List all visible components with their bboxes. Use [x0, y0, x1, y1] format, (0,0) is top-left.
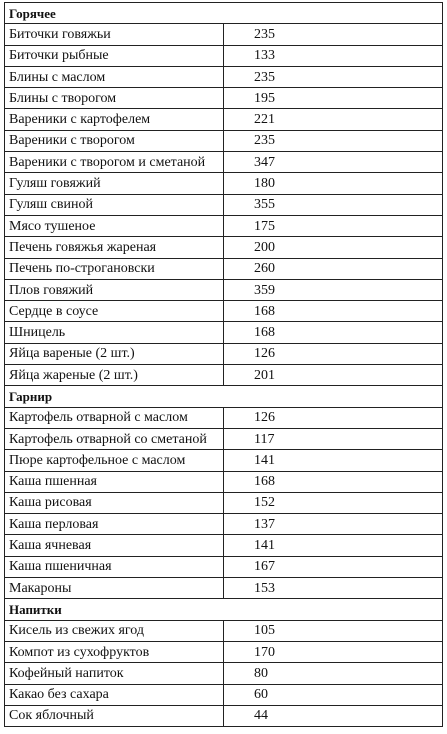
table-row: [5, 641, 443, 662]
table-row: [5, 88, 443, 109]
calorie-value-cell: 347: [224, 152, 443, 173]
table-row: [5, 130, 443, 151]
dish-name-cell: Картофель отварной со сметаной: [5, 428, 224, 449]
table-row: [5, 109, 443, 130]
dish-name-cell: Каша ячневая: [5, 535, 224, 556]
calorie-value-cell: 133: [224, 45, 443, 66]
table-row: [5, 365, 443, 386]
calorie-value-cell: 235: [224, 66, 443, 87]
dish-name-cell: Какао без сахара: [5, 684, 224, 705]
calorie-value-cell: 80: [224, 663, 443, 684]
section-header-row: [5, 386, 443, 407]
table-row: [5, 24, 443, 45]
table-row: [5, 663, 443, 684]
table-row: [5, 215, 443, 236]
dish-name-cell: Каша пшенная: [5, 471, 224, 492]
calorie-value-cell: 201: [224, 365, 443, 386]
table-row: [5, 428, 443, 449]
table-row: [5, 322, 443, 343]
calorie-value-cell: 168: [224, 301, 443, 322]
dish-name-cell: Кофейный напиток: [5, 663, 224, 684]
calorie-value-cell: 235: [224, 24, 443, 45]
table-row: [5, 279, 443, 300]
table-row: [5, 301, 443, 322]
table-row: [5, 45, 443, 66]
dish-name-cell: Гуляш говяжий: [5, 173, 224, 194]
dish-name-cell: Сердце в соусе: [5, 301, 224, 322]
dish-name-cell: Картофель отварной с маслом: [5, 407, 224, 428]
section-header-row: [5, 3, 443, 24]
calorie-value-cell: 153: [224, 578, 443, 599]
section-header-row: [5, 599, 443, 620]
calorie-value-cell: 167: [224, 556, 443, 577]
table-row: [5, 471, 443, 492]
table-row: [5, 578, 443, 599]
calorie-value-cell: 126: [224, 343, 443, 364]
calorie-value-cell: 175: [224, 215, 443, 236]
table-row: [5, 684, 443, 705]
table-row: [5, 173, 443, 194]
dish-name-cell: Макароны: [5, 578, 224, 599]
table-row: [5, 66, 443, 87]
dish-name-cell: Мясо тушеное: [5, 215, 224, 236]
dish-name-cell: Печень говяжья жареная: [5, 237, 224, 258]
dish-name-cell: Гуляш свиной: [5, 194, 224, 215]
dish-name-cell: Каша пшеничная: [5, 556, 224, 577]
calorie-value-cell: 200: [224, 237, 443, 258]
table-row: [5, 194, 443, 215]
table-row: [5, 620, 443, 641]
calorie-value-cell: 137: [224, 514, 443, 535]
calorie-value-cell: 168: [224, 322, 443, 343]
table-row: [5, 258, 443, 279]
calorie-value-cell: 235: [224, 130, 443, 151]
table-body: [5, 3, 443, 727]
calorie-value-cell: 260: [224, 258, 443, 279]
dish-name-cell: Яйца вареные (2 шт.): [5, 343, 224, 364]
table-row: [5, 492, 443, 513]
dish-name-cell: Печень по-строгановски: [5, 258, 224, 279]
dish-name-cell: Компот из сухофруктов: [5, 641, 224, 662]
section-title: Горячее: [5, 3, 443, 24]
calorie-value-cell: 126: [224, 407, 443, 428]
dish-name-cell: Сок яблочный: [5, 705, 224, 726]
table-row: [5, 237, 443, 258]
calorie-value-cell: 170: [224, 641, 443, 662]
dish-name-cell: Пюре картофельное с маслом: [5, 450, 224, 471]
table-row: [5, 407, 443, 428]
dish-name-cell: Яйца жареные (2 шт.): [5, 365, 224, 386]
dish-name-cell: Кисель из свежих ягод: [5, 620, 224, 641]
calorie-value-cell: 195: [224, 88, 443, 109]
dish-name-cell: Биточки рыбные: [5, 45, 224, 66]
calorie-table: [4, 2, 443, 727]
dish-name-cell: Блины с творогом: [5, 88, 224, 109]
calorie-value-cell: 355: [224, 194, 443, 215]
dish-name-cell: Шницель: [5, 322, 224, 343]
calorie-value-cell: 117: [224, 428, 443, 449]
dish-name-cell: Вареники с творогом и сметаной: [5, 152, 224, 173]
table-row: [5, 343, 443, 364]
dish-name-cell: Вареники с картофелем: [5, 109, 224, 130]
calorie-value-cell: 359: [224, 279, 443, 300]
table-row: [5, 450, 443, 471]
table-row: [5, 535, 443, 556]
calorie-value-cell: 168: [224, 471, 443, 492]
dish-name-cell: Каша рисовая: [5, 492, 224, 513]
calorie-value-cell: 152: [224, 492, 443, 513]
dish-name-cell: Вареники с творогом: [5, 130, 224, 151]
section-title: Напитки: [5, 599, 443, 620]
calorie-value-cell: 141: [224, 450, 443, 471]
calorie-value-cell: 141: [224, 535, 443, 556]
calorie-value-cell: 105: [224, 620, 443, 641]
dish-name-cell: Блины с маслом: [5, 66, 224, 87]
table-row: [5, 514, 443, 535]
dish-name-cell: Каша перловая: [5, 514, 224, 535]
table-row: [5, 152, 443, 173]
calorie-value-cell: 60: [224, 684, 443, 705]
table-row: [5, 556, 443, 577]
calorie-value-cell: 180: [224, 173, 443, 194]
dish-name-cell: Биточки говяжьи: [5, 24, 224, 45]
dish-name-cell: Плов говяжий: [5, 279, 224, 300]
calorie-value-cell: 44: [224, 705, 443, 726]
table-row: [5, 705, 443, 726]
section-title: Гарнир: [5, 386, 443, 407]
calorie-value-cell: 221: [224, 109, 443, 130]
